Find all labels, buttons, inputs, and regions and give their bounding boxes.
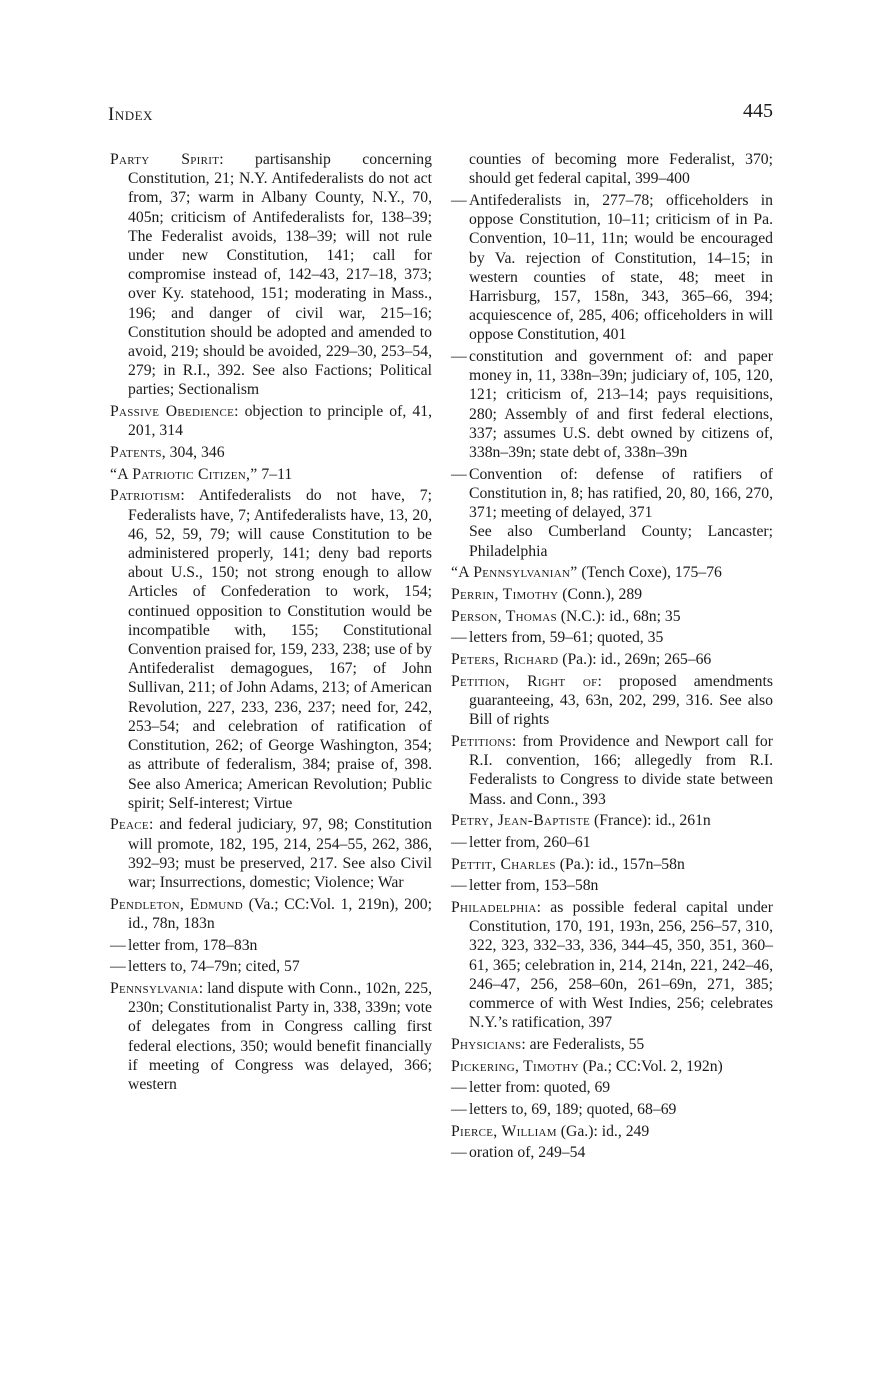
index-entry: “A Pennsylvanian” (Tench Coxe), 175–76 <box>451 564 722 582</box>
index-entry: Pendleton, Edmund (Va.; CC:Vol. 1, 219n), 200; id., 78n, 183n <box>110 895 433 932</box>
index-entry: Perrin, Timothy (Conn.), 289 <box>451 585 643 603</box>
index-entry: Pierce, William (Ga.): id., 249 <box>451 1122 650 1140</box>
index-entry: Peters, Richard (Pa.): id., 269n; 265–66 <box>451 651 712 669</box>
index-subentry: — oration of, 249–54 <box>451 1144 586 1162</box>
index-column-left <box>110 150 432 1097</box>
index-subentry: — letters to, 74–79n; cited, 57 <box>110 958 300 976</box>
page-header <box>108 100 773 130</box>
index-subentry: — constitution and government of: and paper money in, 11, 338n–39n; judiciary of, 105, 120, 121; criticism of, 213–14; pays requisitions, 280; Assembly of and first federal elections, 337; assumes U.S. debt owned by citizens of, 338n–39n; state debt of, 338n–39n <box>451 348 773 462</box>
running-head: Index <box>108 104 153 125</box>
index-entry: Patents, 304, 346 <box>110 444 225 462</box>
index-subentry: — letter from, 260–61 <box>451 833 591 851</box>
index-entry: Pennsylvania: land dispute with Conn., 102n, 225, 230n; Constitutionalist Party in, 338, 339n; vote of delegates from in Congress calling first federal elections, 350; would benefit financially if meeting of Congress was delayed, 366; western <box>110 980 432 1094</box>
index-subentry: — letters to, 69, 189; quoted, 68–69 <box>451 1101 677 1119</box>
index-entry: Passive Obedience: objection to principle of, 41, 201, 314 <box>110 403 432 440</box>
index-entry: Physicians: are Federalists, 55 <box>451 1035 645 1053</box>
index-subentry: — Antifederalists in, 277–78; officeholders in oppose Constitution, 10–11; criticism of in Pa. Convention, 10–11, 11n; would be encouraged by Va. rejection of Constitution, 14–15; in western counties of state, 48; meet in Harrisburg, 157, 158n, 343, 365–66, 394; acquiescence of, 285, 406; officeholders in will oppose Constitution, 401 <box>451 191 773 344</box>
index-entry: “A Patriotic Citizen,” 7–11 <box>110 465 293 483</box>
index-subentry: — letters from, 59–61; quoted, 35 <box>451 629 664 647</box>
index-subentry: — letter from, 153–58n <box>451 877 599 895</box>
index-column-right <box>451 150 773 1165</box>
index-entry: Pettit, Charles (Pa.): id., 157n–58n <box>451 855 685 873</box>
index-entry: Party Spirit: partisanship concerning Constitution, 21; N.Y. Antifederalists do not act from, 37; warm in Albany County, N.Y., 70, 405n; criticism of Antifederalists for, 138–39; The Federalist avoids, 138–39; will not rule under new Constitution, 141; call for compromise instead of, 142–43, 217–18, 373; over Ky. statehood, 151; moderating in Mass., 196; and danger of civil war, 215–16; Constitution should be adopted and amended to avoid, 219; should be avoided, 229–30, 253–54, 279; in R.I., 392. See also Factions; Political parties; Sectionalism <box>110 151 432 399</box>
index-entry: Petry, Jean-Baptiste (France): id., 261n <box>451 812 711 830</box>
index-subentry: — letter from, 178–83n <box>110 936 258 954</box>
index-entry: Philadelphia: as possible federal capital under Constitution, 170, 191, 193n, 256, 256–57, 310, 322, 323, 332–33, 336, 344–45, 350, 351, 360–61, 365; celebration in, 214, 214n, 221, 242–46, 246–47, 256, 258–60n, 261–69n, 271, 385; commerce of with West Indies, 256; celebrates N.Y.’s ratification, 397 <box>451 899 773 1032</box>
page-number: 445 <box>743 100 773 122</box>
index-entry: Petitions: from Providence and Newport call for R.I. convention, 166; allegedly from R.I. Federalists to Congress to divide state between Mass. and Conn., 393 <box>451 732 773 808</box>
index-subentry: — letter from: quoted, 69 <box>451 1079 611 1097</box>
index-entry-continued: counties of becoming more Federalist, 370; should get federal capital, 399–400 <box>469 151 773 188</box>
index-subentry: — Convention of: defense of ratifiers of Constitution in, 8; has ratified, 20, 80, 166, 270, 371; meeting of delayed, 371 See also Cumberland County; Lancaster; Philadelphia <box>451 465 773 560</box>
index-entry: Peace: and federal judiciary, 97, 98; Constitution will promote, 182, 195, 214, 254–55, 262, 386, 392–93; must be preserved, 217. See also Civil war; Insurrections, domestic; Violence; War <box>110 816 432 892</box>
index-entry: Petition, Right of: proposed amendments guaranteeing, 43, 63n, 202, 299, 316. See also Bill of rights <box>451 672 773 729</box>
index-entry: Person, Thomas (N.C.): id., 68n; 35 <box>451 607 681 625</box>
index-entry: Pickering, Timothy (Pa.; CC:Vol. 2, 192n) <box>451 1057 723 1075</box>
index-entry: Patriotism: Antifederalists do not have, 7; Federalists have, 7; Antifederalists have, 13, 20, 46, 52, 59, 79; will cause Constitution to be administered properly, 141; deny bad reports about U.S., 150; not strong enough to allow Articles of Confederation to work, 154; continued opposition to Constitution would be incompatible with, 155; Constitutional Convention praised for, 159, 233, 238; use of by Antifederalist demagogues, 167; of John Sullivan, 211; of John Adams, 213; of American Revolution, 227, 233, 236, 237; need for, 242, 253–54; and celebration of ratification of Constitution, 262; of George Washington, 354; as attribute of federalism, 384; praise of, 398. See also America; American Revolution; Public spirit; Self-interest; Virtue <box>110 487 432 812</box>
